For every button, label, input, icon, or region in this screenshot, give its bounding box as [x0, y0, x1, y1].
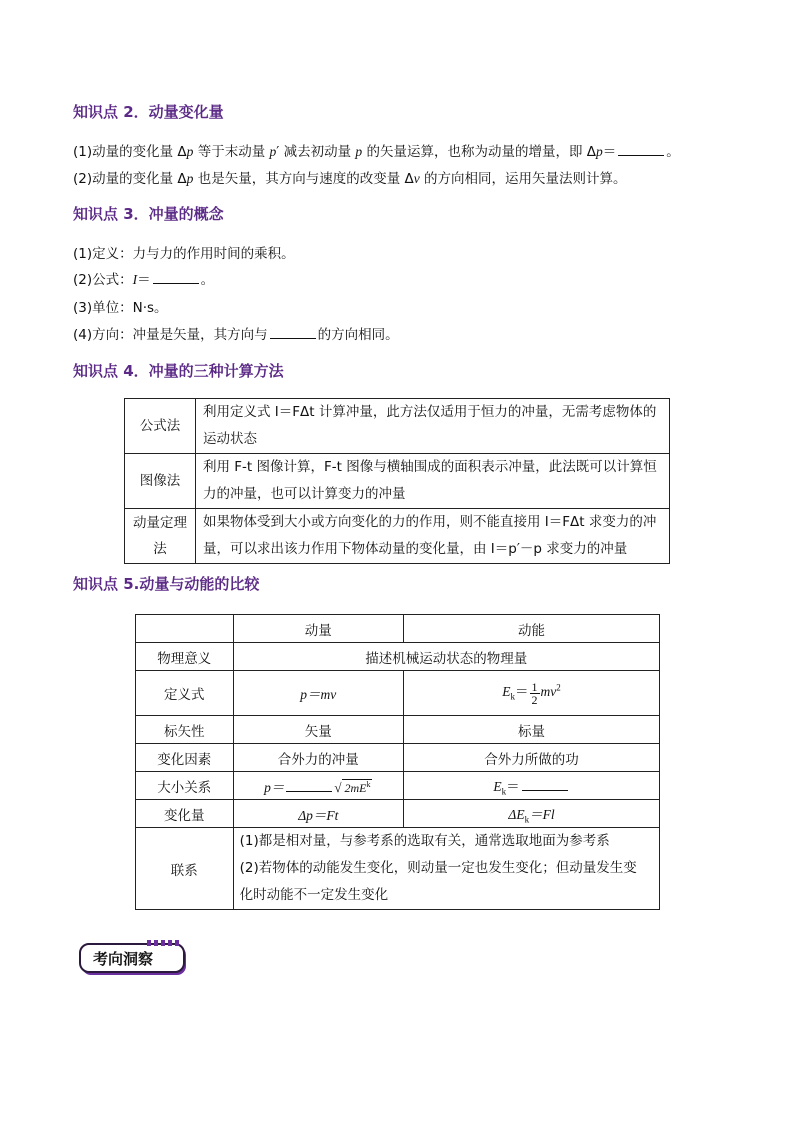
k3-line-3: (3)单位：N·s。	[73, 300, 168, 316]
section-badge	[79, 940, 189, 976]
table-cell: Δp＝Ft	[233, 800, 403, 828]
k2-paragraph-1: (1)动量的变化量 Δp 等于末动量 p′ 减去初动量 p 的矢量运算，也称为动量的增量，即 Δp＝ 。	[73, 144, 680, 160]
table-row	[125, 399, 670, 454]
row-label: 变化量	[136, 800, 234, 828]
row-label: 变化因素	[136, 744, 234, 772]
method-label: 动量定理法	[125, 509, 196, 564]
table-row	[136, 716, 660, 744]
section-heading-k3: 知识点 3．冲量的概念	[73, 205, 224, 223]
table-row	[136, 800, 660, 828]
table-row	[125, 509, 670, 564]
method-text: 利用定义式 I＝FΔt 计算冲量，此方法仅适用于恒力的冲量，无需考虑物体的运动状态	[196, 399, 670, 454]
table-cell: $\Delta E_k=Fl$	[404, 800, 660, 828]
table-cell: 描述机械运动状态的物理量	[233, 643, 659, 671]
section-heading-k4: 知识点 4．冲量的三种计算方法	[73, 362, 284, 380]
row-label: 物理意义	[136, 643, 234, 671]
table-row	[125, 454, 670, 509]
table-cell: 标量	[404, 716, 660, 744]
fill-blank[interactable]	[270, 326, 316, 339]
method-label: 图像法	[125, 454, 196, 509]
k3-line-2: (2)公式：I＝ 。	[73, 272, 215, 288]
table-row	[136, 828, 660, 910]
impulse-methods-table	[124, 398, 670, 564]
fraction: $\frac{1}{2}$	[531, 679, 538, 707]
k2-paragraph-2: (2)动量的变化量 Δp 也是矢量，其方向与速度的改变量 Δv 的方向相同，运用矢量法则计算。	[73, 171, 627, 187]
momentum-kinetic-energy-table	[135, 614, 660, 910]
table-cell: 矢量	[233, 716, 403, 744]
table-row	[136, 671, 660, 716]
row-label: 大小关系	[136, 772, 234, 800]
row-label: 定义式	[136, 671, 234, 716]
fill-blank[interactable]	[153, 271, 199, 284]
table-cell: p＝ √ $2mE^k$	[233, 772, 403, 800]
row-label: 标矢性	[136, 716, 234, 744]
row-label: 联系	[136, 828, 234, 910]
table-cell: $E_k=$ $\frac{1}{2}$ $mv^2$	[404, 671, 660, 716]
method-text: 利用 F-t 图像计算，F-t 图像与横轴围成的面积表示冲量，此法既可以计算恒力的冲量，也可以计算变力的冲量	[196, 454, 670, 509]
table-cell: $E_k=$	[404, 772, 660, 800]
column-header-momentum: 动量	[233, 615, 403, 643]
fill-blank[interactable]	[618, 143, 664, 156]
table-row	[136, 643, 660, 671]
table-cell: (1)都是相对量，与参考系的选取有关，通常选取地面为参考系 (2)若物体的动能发生变化，则动量一定也发生变化；但动量发生变 化时动能不一定发生变化	[233, 828, 659, 910]
k3-line-4: (4)方向：冲量是矢量，其方向与 的方向相同。	[73, 327, 399, 343]
table-row	[136, 772, 660, 800]
section-heading-k5: 知识点 5.动量与动能的比较	[73, 575, 260, 593]
badge-label: 考向洞察	[93, 950, 154, 968]
table-cell: 合外力所做的功	[404, 744, 660, 772]
fill-blank[interactable]	[522, 778, 568, 791]
fill-blank[interactable]	[286, 779, 332, 792]
method-label: 公式法	[125, 399, 196, 454]
table-cell: 合外力的冲量	[233, 744, 403, 772]
section-heading-k2: 知识点 2．动量变化量	[73, 103, 224, 121]
k3-line-1: (1)定义：力与力的作用时间的乘积。	[73, 246, 295, 262]
method-text: 如果物体受到大小或方向变化的力的作用，则不能直接用 I＝FΔt 求变力的冲量，可以求出该力作用下物体动量的变化量，由 I＝p′－p 求变力的冲量	[196, 509, 670, 564]
table-row	[136, 615, 660, 643]
table-row	[136, 744, 660, 772]
table-cell: p＝mv	[233, 671, 403, 716]
column-header-kinetic: 动能	[404, 615, 660, 643]
table-cell	[136, 615, 234, 643]
